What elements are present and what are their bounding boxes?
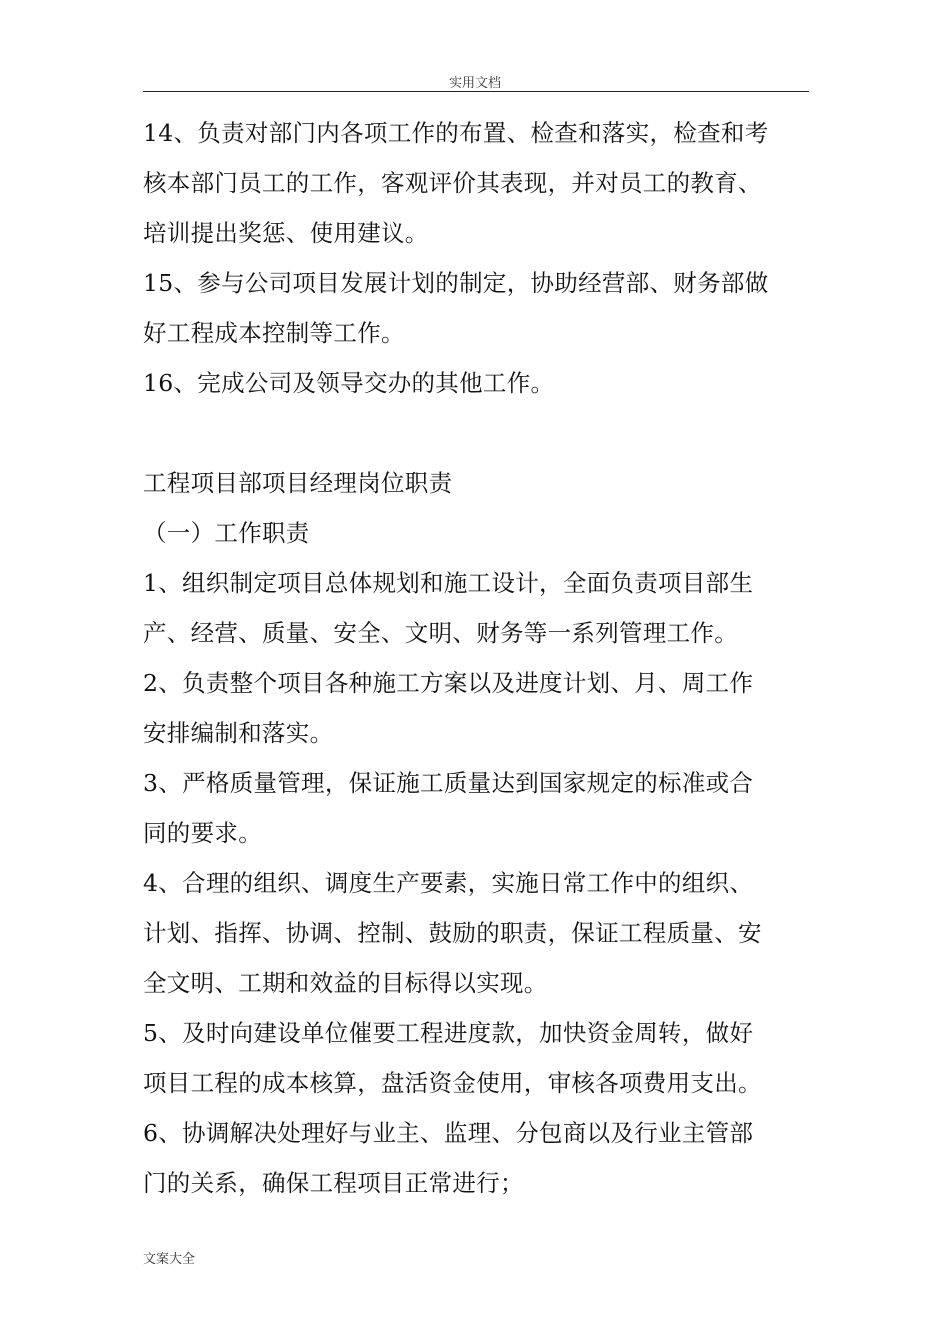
blank-line: [143, 408, 823, 458]
body-line-2: 核本部门员工的工作，客观评价其表现，并对员工的教育、: [143, 169, 762, 197]
body-line-5: 好工程成本控制等工作。: [143, 319, 405, 347]
body-line-1: 14、负责对部门内各项工作的布置、检查和落实，检查和考: [143, 119, 769, 147]
body-line-21: 6、协调解决处理好与业主、监理、分包商以及行业主管部: [143, 1119, 754, 1147]
body-line-3: 培训提出奖惩、使用建议。: [143, 219, 429, 247]
body-line-18: 全文明、工期和效益的目标得以实现。: [143, 969, 548, 997]
body-line-10: 1、组织制定项目总体规划和施工设计，全面负责项目部生: [143, 569, 754, 597]
body-line-13: 安排编制和落实。: [143, 719, 334, 747]
body-line-11: 产、经营、质量、安全、文明、财务等一系列管理工作。: [143, 619, 738, 647]
body-line-17: 计划、指挥、协调、控制、鼓励的职责，保证工程质量、安: [143, 919, 762, 947]
body-line-16: 4、合理的组织、调度生产要素，实施日常工作中的组织、: [143, 869, 754, 897]
document-body: [143, 108, 823, 1208]
section-title: 工程项目部项目经理岗位职责: [143, 469, 453, 497]
body-line-12: 2、负责整个项目各种施工方案以及进度计划、月、周工作: [143, 669, 754, 697]
body-line-19: 5、及时向建设单位催要工程进度款，加快资金周转，做好: [143, 1019, 754, 1047]
body-line-6: 16、完成公司及领导交办的其他工作。: [143, 369, 555, 397]
subsection-title: （一）工作职责: [143, 519, 310, 547]
body-line-22: 门的关系，确保工程项目正常进行；: [143, 1169, 524, 1197]
body-line-20: 项目工程的成本核算，盘活资金使用，审核各项费用支出。: [143, 1069, 762, 1097]
body-line-4: 15、参与公司项目发展计划的制定，协助经营部、财务部做: [143, 269, 769, 297]
body-line-15: 同的要求。: [143, 819, 262, 847]
header-divider: [143, 91, 809, 92]
page-footer-text: 文案大全: [143, 1252, 196, 1267]
page-header-title: 实用文档: [448, 76, 501, 91]
body-line-14: 3、严格质量管理，保证施工质量达到国家规定的标准或合: [143, 769, 754, 797]
